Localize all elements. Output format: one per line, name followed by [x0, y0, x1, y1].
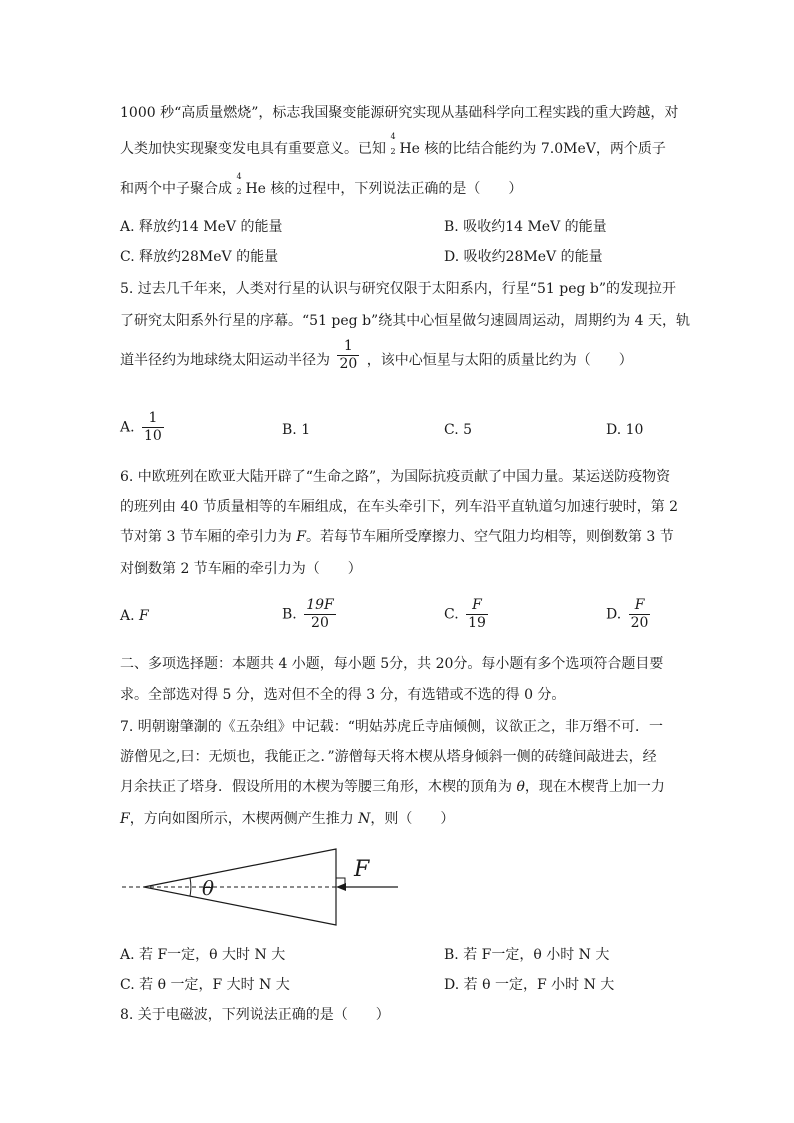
q5-line-3-text: 道半径约为地球绕太阳运动半径为: [120, 352, 330, 369]
q6-option-a-var: F: [139, 608, 149, 624]
q7-option-a[interactable]: A. 若 F一定，θ 大时 N 大: [120, 947, 286, 963]
q6-option-c[interactable]: [444, 597, 491, 632]
q7-option-c[interactable]: C. 若 θ 一定，F 大时 N 大: [120, 977, 290, 993]
q4-line-3-text: 和两个中子聚合成: [120, 181, 232, 197]
q5-line-3-tail: ，该中心恒星与太阳的质量比约为（ ）: [366, 352, 633, 369]
diagram-force-label: F: [354, 857, 370, 882]
q5-frac-numerator: 1: [337, 338, 359, 356]
q6-option-a-label: A.: [120, 608, 135, 624]
q4-option-c[interactable]: C. 释放约28MeV 的能量: [120, 249, 279, 265]
wedge-diagram: [118, 842, 408, 932]
helium-nucleus-2: [236, 172, 266, 198]
q4-line-3: [120, 172, 680, 198]
q7-line-4-text: ，方向如图所示，木楔两侧产生推力: [129, 811, 354, 827]
q5-fraction: [337, 338, 359, 373]
q6-option-b-num: 19F: [306, 597, 334, 613]
he-mass-number-2: 4: [236, 172, 242, 181]
he-charge-number: 2: [390, 147, 396, 156]
q6-option-a[interactable]: [120, 607, 149, 625]
q6-option-d-label: D.: [606, 606, 622, 623]
he-symbol: He: [399, 141, 420, 157]
q4-line-2-text: 人类加快实现聚变发电具有重要意义。已知: [120, 141, 386, 157]
q7-line-4-tail: ，则（ ）: [370, 811, 455, 827]
q6-option-b-label: B.: [282, 606, 297, 623]
q6-option-d-fraction: [629, 597, 651, 632]
q7-var-n: N: [358, 811, 371, 827]
diagram-theta-label: θ: [202, 876, 215, 900]
section2-line-2: 求。全部选对得 5 分，选对但不全的得 3 分，有选错或不选的得 0 分。: [120, 687, 566, 703]
q5-option-b[interactable]: B. 1: [282, 422, 311, 438]
q5-option-a-den: 10: [144, 428, 162, 444]
q6-line-3-tail: 。若每节车厢所受摩擦力、空气阻力均相等，则倒数第 3 节: [305, 529, 674, 545]
q7-line-3-text: 月余扶正了塔身．假设所用的木楔为等腰三角形，木楔的顶角为: [120, 779, 512, 795]
q6-option-c-fraction: [466, 597, 488, 632]
q7-line-2: 游僧见之,曰：无烦也，我能正之．”游僧每天将木楔从塔身倾斜一侧的砖缝间敲进去，经: [120, 749, 657, 765]
q5-line-1: 5. 过去几千年来，人类对行星的认识与研究仅限于太阳系内，行星“51 peg b”的发现拉开: [120, 281, 677, 297]
q4-line-2: [120, 132, 680, 158]
section2-line-1: 二、多项选择题：本题共 4 小题，每小题 5分，共 20分。每小题有多个选项符合题目要: [120, 656, 664, 672]
q7-line-3: [120, 778, 680, 796]
q5-option-a-num: 1: [142, 410, 164, 428]
q4-line-3-tail: 核的过程中，下列说法正确的是（ ）: [270, 181, 523, 197]
q7-line-3-tail: ，现在木楔背上加一力: [524, 779, 665, 795]
q7-option-d[interactable]: D. 若 θ 一定，F 小时 N 大: [444, 977, 615, 993]
q5-frac-denominator: 20: [339, 356, 358, 372]
q6-option-b-den: 20: [311, 615, 329, 631]
q5-option-a-fraction: [142, 410, 164, 445]
q4-line-2-tail: 核的比结合能约为 7.0MeV，两个质子: [424, 141, 666, 157]
q4-option-a[interactable]: A. 释放约14 MeV 的能量: [120, 219, 283, 235]
he-symbol-2: He: [245, 181, 266, 197]
q6-option-b-fraction: [304, 597, 336, 632]
q4-line-1: 1000 秒“高质量燃烧”，标志我国聚变能源研究实现从基础科学向工程实践的重大跨越，对: [120, 105, 679, 121]
q6-option-d-den: 20: [630, 615, 649, 631]
q6-line-4: 对倒数第 2 节车厢的牵引力为（ ）: [120, 561, 362, 577]
q5-option-a[interactable]: [120, 410, 167, 445]
q5-option-a-label: A.: [120, 419, 135, 436]
q6-option-c-num: F: [466, 597, 488, 615]
q6-line-1: 6. 中欧班列在欧亚大陆开辟了“生命之路”，为国际抗疫贡献了中国力量。某运送防疫物资: [120, 469, 671, 485]
q6-line-2: 的班列由 40 节质量相等的车厢组成，在车头牵引下，列车沿平直轨道匀加速行驶时，第 2: [120, 499, 679, 515]
q5-option-c[interactable]: C. 5: [444, 422, 473, 438]
q6-option-d-num: F: [629, 597, 651, 615]
q6-var-f: F: [296, 529, 306, 545]
q6-option-b[interactable]: [282, 597, 339, 632]
q7-var-f: F: [120, 811, 130, 827]
q6-option-d[interactable]: [606, 597, 653, 632]
he-charge-number-2: 2: [236, 187, 242, 196]
q5-line-2: 了研究太阳系外行星的序幕。“51 peg b”绕其中心恒星做匀速圆周运动，周期约为 4 天，轨: [120, 313, 691, 329]
q6-line-3-text: 节对第 3 节车厢的牵引力为: [120, 529, 292, 545]
q8-line-1: 8. 关于电磁波，下列说法正确的是（ ）: [120, 1007, 390, 1023]
q4-option-d[interactable]: D. 吸收约28MeV 的能量: [444, 249, 603, 265]
q6-option-c-label: C.: [444, 606, 459, 623]
theta-angle-arc: [190, 878, 191, 896]
q7-theta: θ: [516, 779, 525, 795]
q4-option-b[interactable]: B. 吸收约14 MeV 的能量: [444, 219, 607, 235]
q5-line-3: [120, 338, 680, 373]
q7-option-b[interactable]: B. 若 F一定，θ 小时 N 大: [444, 947, 610, 963]
q5-option-d[interactable]: D. 10: [606, 422, 644, 438]
q7-line-4: [120, 810, 680, 828]
q6-option-c-den: 19: [468, 615, 486, 631]
q7-line-1: 7. 明朝谢肇淛的《五杂组》中记载：“明姑苏虎丘寺庙倾侧，议欲正之，非万缗不可．一: [120, 719, 663, 735]
he-mass-number: 4: [390, 132, 396, 141]
helium-nucleus: [390, 132, 420, 158]
q6-line-3: [120, 528, 680, 546]
